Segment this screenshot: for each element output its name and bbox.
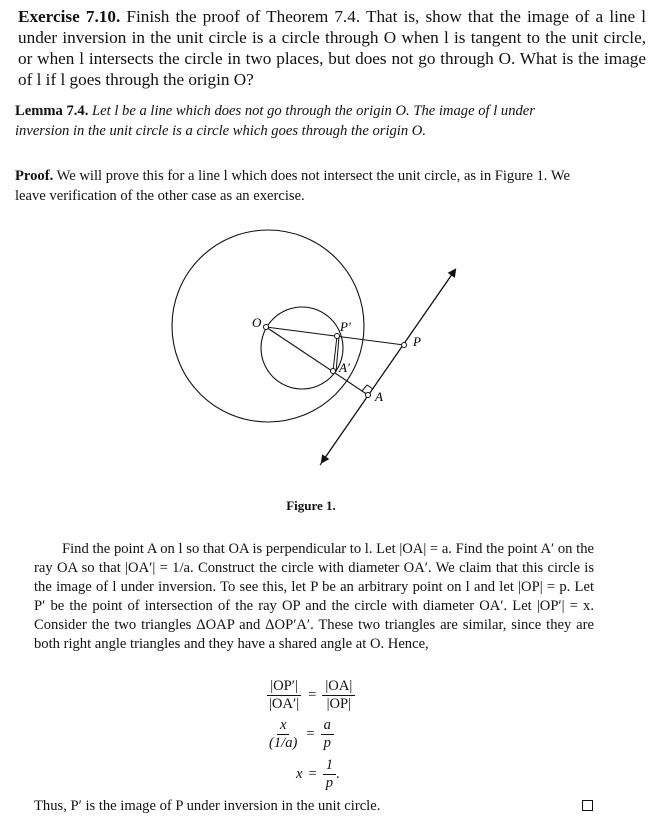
lemma-label: Lemma 7.4.	[15, 103, 89, 119]
figure-caption: Figure 1.	[286, 498, 336, 513]
exercise-label: Exercise 7.10.	[18, 7, 121, 26]
eq2-rhs-den: p	[323, 735, 331, 751]
eq2-lhs-fraction	[266, 717, 300, 752]
point-P	[402, 343, 407, 348]
point-P-prime	[335, 334, 340, 339]
eq1-lhs-fraction	[266, 678, 302, 713]
eq2-op: =	[306, 726, 315, 742]
point-O	[264, 325, 269, 330]
proof-text: We will prove this for a line l which does not intersect the unit circle, as in Figure 1. We leave verification of the other case as an exercise.	[15, 168, 570, 204]
equation-2	[266, 717, 334, 752]
equation-1	[266, 678, 355, 713]
lemma-text: Let l be a line which does not go through the origin O. The image of l under inversion in the unit circle is a circle which goes through the origin O.	[15, 103, 535, 139]
proof-label: Proof.	[15, 168, 54, 184]
qed-square-icon	[582, 800, 593, 811]
eq3-lhs: x	[296, 766, 303, 782]
eq1-lhs-den: |OA′|	[269, 696, 300, 712]
label-P-prime: P′	[340, 319, 351, 334]
label-P: P	[413, 334, 421, 349]
label-A-prime: A′	[339, 360, 350, 375]
point-A-prime	[331, 369, 336, 374]
eq3-end: .	[336, 766, 340, 782]
label-A: A	[375, 389, 383, 404]
segment-OA	[266, 327, 368, 395]
eq1-rhs-den: |OP|	[326, 696, 352, 712]
eq3-op: =	[308, 766, 317, 782]
image-circle	[261, 307, 343, 389]
eq1-rhs-fraction	[322, 678, 355, 713]
eq3-rhs-den: p	[325, 775, 334, 791]
eq1-rhs-num: |OA|	[322, 678, 355, 696]
label-O: O	[252, 315, 262, 330]
point-A	[366, 393, 371, 398]
eq2-rhs-num: a	[321, 717, 334, 735]
equation-3	[296, 757, 340, 792]
eq3-rhs-num: 1	[323, 757, 336, 775]
exercise-text: Finish the proof of Theorem 7.4. That is, show that the image of a line l under inversion in the unit circle is a circle through O when l is tangent to the unit circle, or when l intersects the circle in two places, but does not go through O. What is the image of l if l goes through the origin O?	[18, 7, 647, 89]
conclusion-text: Thus, P′ is the image of P under inversion in the unit circle.	[34, 798, 381, 814]
eq2-lhs-den: (1/a)	[269, 735, 298, 751]
eq2-rhs-fraction	[321, 717, 334, 752]
body-text: Find the point A on l so that OA is perpendicular to l. Let |OA| = a. Find the point A′ on the ray OA so that |OA′| = 1/a. Construct the circle with diameter OA′. We claim that this circle is the image of l under inversion. To see this, let P be an arbitrary point on l and let |OP| = p. Let P′ be the point of intersection of the ray OP and the circle with diameter OA′. Let |OP′| = x. Consider the two triangles ΔOAP and ΔOP′A′. These two triangles are similar, since they are both right angle triangles and they have a shared angle at O. Hence,	[34, 541, 594, 652]
body-paragraph	[34, 540, 594, 654]
eq2-lhs-num: x	[277, 717, 289, 735]
eq1-lhs-num: |OP′|	[267, 678, 301, 696]
eq3-rhs-fraction	[323, 757, 336, 792]
eq1-op: =	[308, 687, 317, 703]
